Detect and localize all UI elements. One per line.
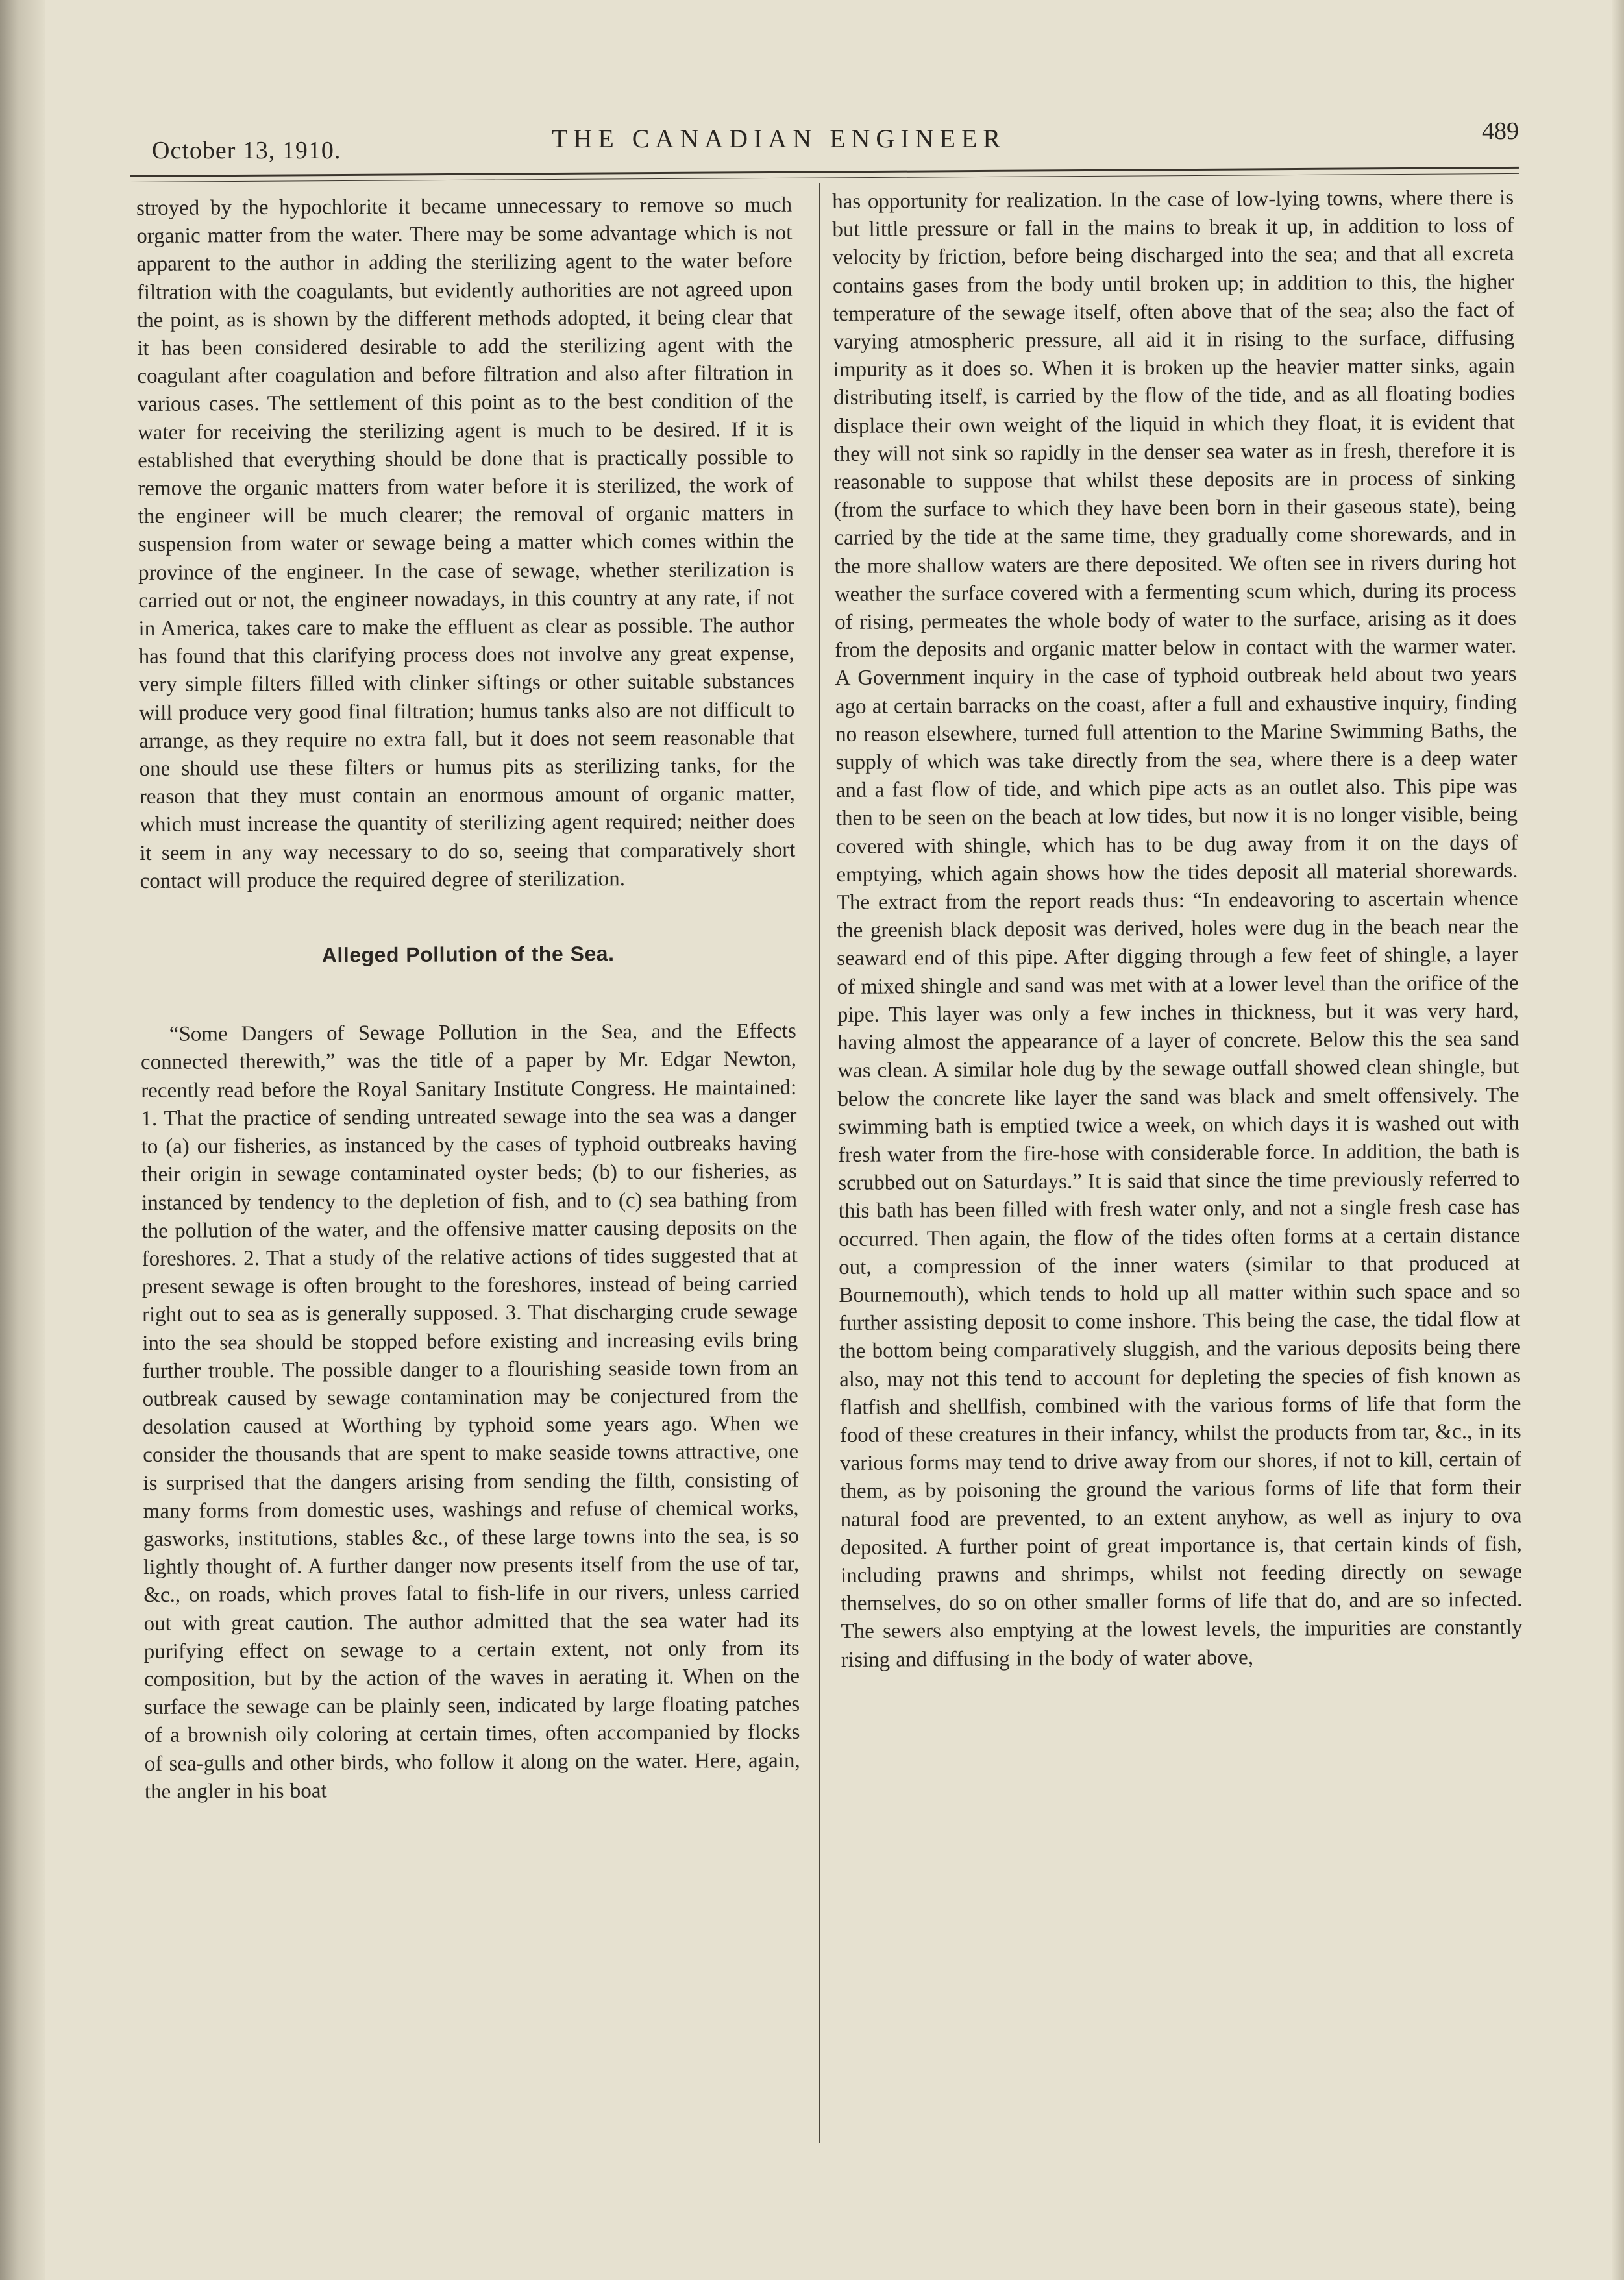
- right-column: [832, 184, 1523, 1674]
- journal-title: THE CANADIAN ENGINEER: [552, 124, 1007, 153]
- column-divider: [819, 183, 820, 2143]
- running-header: [149, 110, 1519, 169]
- article-paragraph: “Some Dangers of Sewage Pollution in the Sea, and the Effects connected therewith,” was the title of a paper by Mr. Edgar Newton, recently read before the Royal Sanitary Institute Congress. He maintained: 1. That the practice of sending untreated sewage into the sea was a danger to (a) our fisheries, as instanced by the cases of typhoid outbreaks having their origin in sewage contaminated oyster beds; (b) to our fisheries, as instanced by tendency to the depletion of fish, and to (c) sea bathing from the pollution of the water, and the offensive matter causing deposits on the foreshores. 2. That a study of the relative actions of tides suggested that at present sewage is often brought to the foreshores, instead of being carried right out to sea as is generally supposed. 3. That discharging crude sewage into the sea should be stopped before existing and increasing evils bring further trouble. The possible danger to a flourishing seaside town from an outbreak caused by sewage contamination may be conjectured from the desolation caused at Worthing by typhoid some years ago. When we consider the thousands that are spent to make seaside towns attractive, one is surprised that the dangers arising from sending the filth, consisting of many forms from domestic uses, washings and refuse of chemical works, gasworks, institutions, stables &c., of these large towns into the sea, is so lightly thought of. A further danger now presents itself from the use of tar, &c., on roads, which proves fatal to fish-life in our rivers, unless carried out with great caution. The author admitted that the sea water had its purifying effect on sewage to a certain extent, not only from its composition, but by the action of the waves in aerating it. When on the surface the sewage can be plainly seen, indicated by large floating patches of a brownish oily coloring at certain times, often accompanied by flocks of sea-gulls and other birds, who follow it along on the water. Here, again, the angler in his boat: [140, 1019, 800, 1804]
- article-continuation-paragraph: stroyed by the hypochlorite it became unnecessary to remove so much organic matter from the water. There may be some advantage which is not apparent to the author in adding the sterilizing agent to the water before filtration with the coagulants, but evidently authorities are not agreed upon the point, as is shown by the different methods adopted, it being clear that it has been considered desirable to add the sterilizing agent with the coagulant after coagulation and before filtration and also after filtration in various cases. The settlement of this point as to the best condition of the water for receiving the sterilizing agent is much to be desired. If it is established that everything should be done that is practically possible to remove the organic matters from water before it is sterilized, the work of the engineer will be much clearer; the removal of organic matters in suspension from water or sewage being a matter which comes within the province of the engineer. In the case of sewage, whether sterilization is carried out or not, the engineer nowadays, in this country at any rate, if not in America, takes care to make the effluent as clear as possible. The author has found that this clarifying process does not involve any great expense, very simple filters filled with clinker siftings or other suitable substances will produce very good final filtration; humus tanks also are not difficult to arrange, as they require no extra fall, but it does not seem reasonable that one should use these filters or humus pits as sterilizing tanks, for the reason that they must contain an enormous amount of organic matter, which must increase the quantity of sterilizing agent required; neither does it seem in any way necessary to do so, seeing that comparatively short contact will produce the required degree of sterilization.: [136, 193, 796, 893]
- page-number: 489: [1482, 117, 1519, 145]
- issue-date: October 13, 1910.: [152, 137, 341, 164]
- article-paragraph-continued: has opportunity for realization. In the case of low-lying towns, where there is but little pressure or fall in the mains to break it up, in addition to loss of velocity by friction, before being discharged into the sea; and that all excreta contains gases from the body until broken up; in addition to this, the higher temperature of the sewage itself, often above that of the sea; also the fact of varying atmospheric pressure, all aid it in rising to the surface, diffusing impurity as it does so. When it is broken up the heavier matter sinks, again distributing itself, is carried by the flow of the tide, and as all floating bodies displace their own weight of the liquid in which they float, it is evident that they will not sink so rapidly in the denser sea water as in fresh, therefore it is reasonable to suppose that whilst these deposits are in process of sinking (from the surface to which they have been born in their gaseous state), being carried by the tide at the same time, they gradually come shorewards, and in the more shallow waters are there deposited. We often see in rivers during hot weather the surface covered with a fermenting scum which, during its process of rising, permeates the whole body of water to the surface, arising as it does from the deposits and organic matter below in contact with the warmer water. A Government inquiry in the case of typhoid outbreak held about two years ago at certain barracks on the coast, after a full and exhaustive inquiry, finding no reason elsewhere, turned full attention to the Marine Swimming Baths, the supply of which was take directly from the sea, where there is a deep water and a fast flow of tide, and which pipe acts as an outlet also. This pipe was then to be seen on the beach at low tides, but now it is no longer visible, being covered with shingle, which has to be dug away from it on the days of emptying, which again shows how the tides deposit all material shorewards. The extract from the report reads thus: “In endeavoring to ascertain whence the greenish black deposit was derived, holes were dug in the beach near the seaward end of this pipe. After digging through a few feet of shingle, a layer of mixed shingle and sand was met with at a lower level than the orifice of the pipe. This layer was only a few inches in thickness, but it was very hard, having almost the appearance of a layer of concrete. Below this the sea sand was clean. A similar hole dug by the sewage outfall showed clean shingle, but below the concrete like layer the sand was black and smelt offensively. The swimming bath is emptied twice a week, on which days it is washed out with fresh water from the fire-hose with considerable force. In addition, the bath is scrubbed out on Saturdays.” It is said that since the time previously referred to this bath has been filled with fresh water only, and not a single fresh case has occurred. Then again, the flow of the tides often forms at a certain distance out, a compression of the inner waters (similar to that produced at Bournemouth), which tends to hold up all matter within such space and so further assisting deposit to come inshore. This being the case, the tidal flow at the bottom being comparatively sluggish, and the various deposits being there also, may not this tend to account for depleting the species of fish known as flatfish and shellfish, combined with the various forms of life that form the food of these creatures in their infancy, whilst the products from tar, &c., in its various forms may tend to drive away from our shores, if not to kill, certain of them, as by poisoning the ground the various forms of life that form their natural food are prevented, to an extent anyhow, as well as injury to ova deposited. A further point of great importance is, that certain kinds of fish, including prawns and shrimps, whilst not feeding directly on sewage themselves, do so on other smaller forms of life that do, and are so infected. The sewers also emptying at the lowest levels, the impurities are constantly rising and diffusing in the body of water above,: [832, 186, 1523, 1672]
- page-edge: [1612, 0, 1624, 2280]
- left-column: [136, 191, 800, 1806]
- page-gutter-shadow: [0, 0, 45, 2280]
- article-heading: Alleged Pollution of the Sea.: [321, 942, 615, 967]
